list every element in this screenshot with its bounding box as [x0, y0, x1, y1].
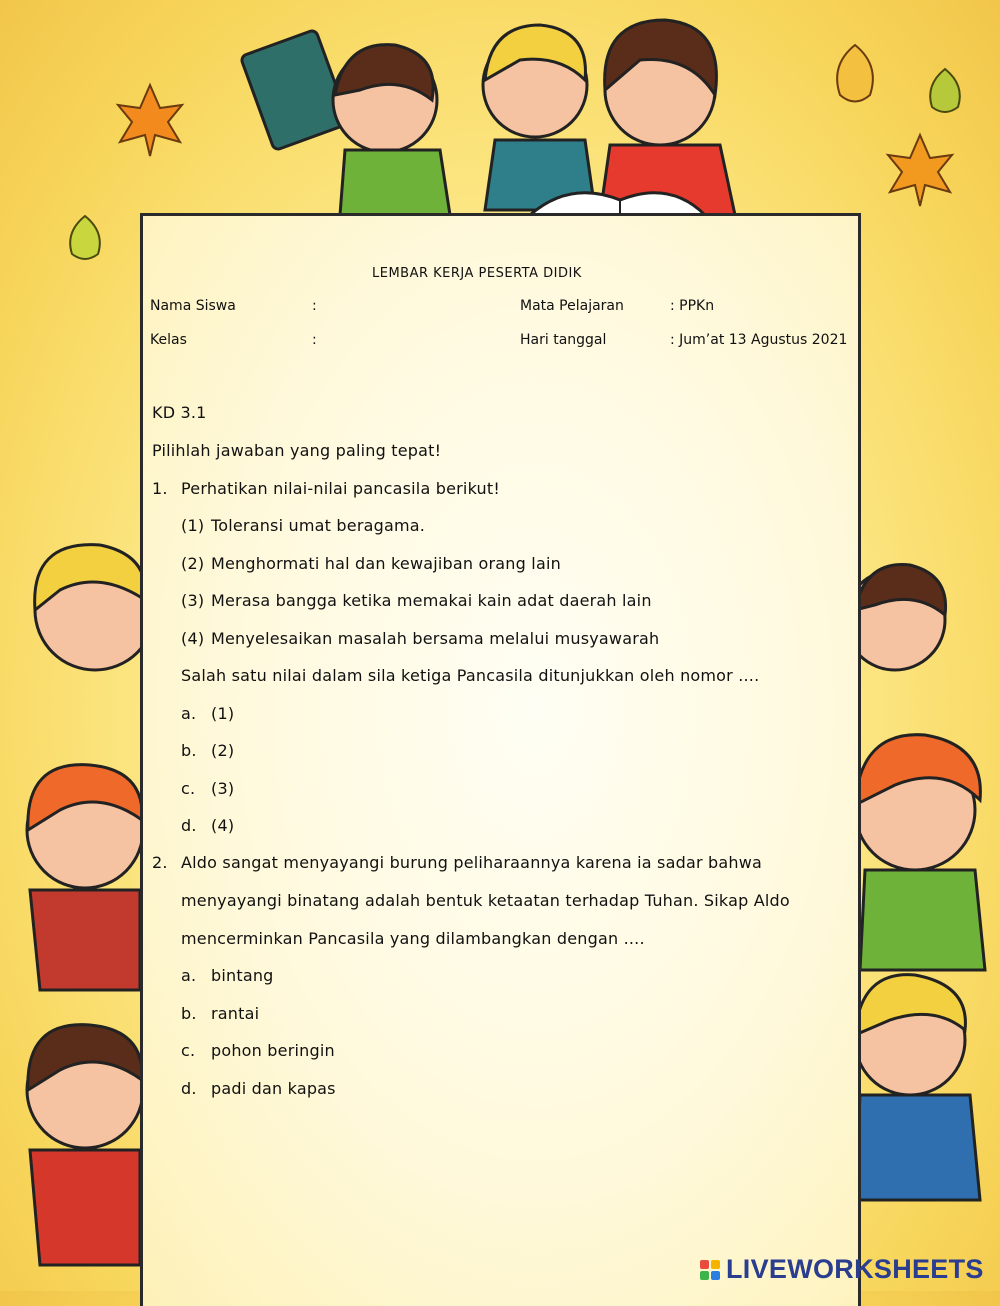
logo-mark-square — [700, 1260, 709, 1269]
option-letter[interactable]: a. — [181, 966, 197, 985]
option-text[interactable]: bintang — [211, 966, 274, 985]
option-text[interactable]: (2) — [211, 741, 235, 760]
question-text: Perhatikan nilai-nilai pancasila berikut! — [181, 479, 500, 498]
option-letter[interactable]: c. — [181, 1041, 196, 1060]
question-number: 1. — [152, 479, 168, 498]
logo-mark-square — [711, 1271, 720, 1280]
nama-siswa-field[interactable]: : — [312, 298, 317, 314]
option-letter[interactable]: b. — [181, 1004, 197, 1023]
option-text[interactable]: (3) — [211, 779, 235, 798]
worksheet-title: LEMBAR KERJA PESERTA DIDIK — [372, 266, 582, 281]
nama-siswa-label: Nama Siswa — [150, 298, 236, 314]
question-text: mencerminkan Pancasila yang dilambangkan dengan .... — [181, 929, 645, 948]
statement-text: Menyelesaikan masalah bersama melalui musyawarah — [211, 629, 660, 648]
liveworksheets-mark-icon — [700, 1260, 720, 1280]
option-text[interactable]: (1) — [211, 704, 235, 723]
worksheet-paper — [140, 213, 861, 1306]
mata-pelajaran-label: Mata Pelajaran — [520, 298, 624, 314]
statement-text: Menghormati hal dan kewajiban orang lain — [211, 554, 561, 573]
option-letter[interactable]: d. — [181, 1079, 197, 1098]
instruction-text: Pilihlah jawaban yang paling tepat! — [152, 441, 442, 460]
autumn-leaf-icon — [880, 130, 960, 210]
statement-number: (3) — [181, 591, 205, 610]
kd-label: KD 3.1 — [152, 403, 207, 422]
waving-child-illustration — [0, 530, 145, 1270]
option-letter[interactable]: d. — [181, 816, 197, 835]
question-number: 2. — [152, 853, 168, 872]
statement-number: (2) — [181, 554, 205, 573]
logo-mark-square — [711, 1260, 720, 1269]
option-letter[interactable]: c. — [181, 779, 196, 798]
autumn-leaf-icon — [825, 40, 885, 110]
option-text[interactable]: (4) — [211, 816, 235, 835]
liveworksheets-logo[interactable] — [700, 1254, 984, 1285]
question-text: Aldo sangat menyayangi burung peliharaannya karena ia sadar bahwa — [181, 853, 763, 872]
autumn-leaf-icon — [110, 80, 190, 160]
kelas-label: Kelas — [150, 332, 187, 348]
option-text[interactable]: pohon beringin — [211, 1041, 335, 1060]
mata-pelajaran-value: : PPKn — [670, 298, 715, 314]
waving-child-illustration — [855, 540, 1000, 1280]
autumn-leaf-icon — [60, 212, 110, 267]
option-text[interactable]: rantai — [211, 1004, 260, 1023]
logo-text: LIVEWORKSHEETS — [726, 1254, 984, 1284]
option-letter[interactable]: a. — [181, 704, 197, 723]
hari-tanggal-value: : Jum’at 13 Agustus 2021 — [670, 332, 848, 348]
statement-number: (4) — [181, 629, 205, 648]
question-text: menyayangi binatang adalah bentuk ketaatan terhadap Tuhan. Sikap Aldo — [181, 891, 790, 910]
statement-number: (1) — [181, 516, 205, 535]
logo-mark-square — [700, 1271, 709, 1280]
statement-text: Toleransi umat beragama. — [211, 516, 426, 535]
question-prompt: Salah satu nilai dalam sila ketiga Pancasila ditunjukkan oleh nomor .... — [181, 666, 760, 685]
statement-text: Merasa bangga ketika memakai kain adat daerah lain — [211, 591, 652, 610]
autumn-leaf-icon — [920, 65, 970, 120]
option-text[interactable]: padi dan kapas — [211, 1079, 336, 1098]
hari-tanggal-label: Hari tanggal — [520, 332, 607, 348]
option-letter[interactable]: b. — [181, 741, 197, 760]
kelas-field[interactable]: : — [312, 332, 317, 348]
